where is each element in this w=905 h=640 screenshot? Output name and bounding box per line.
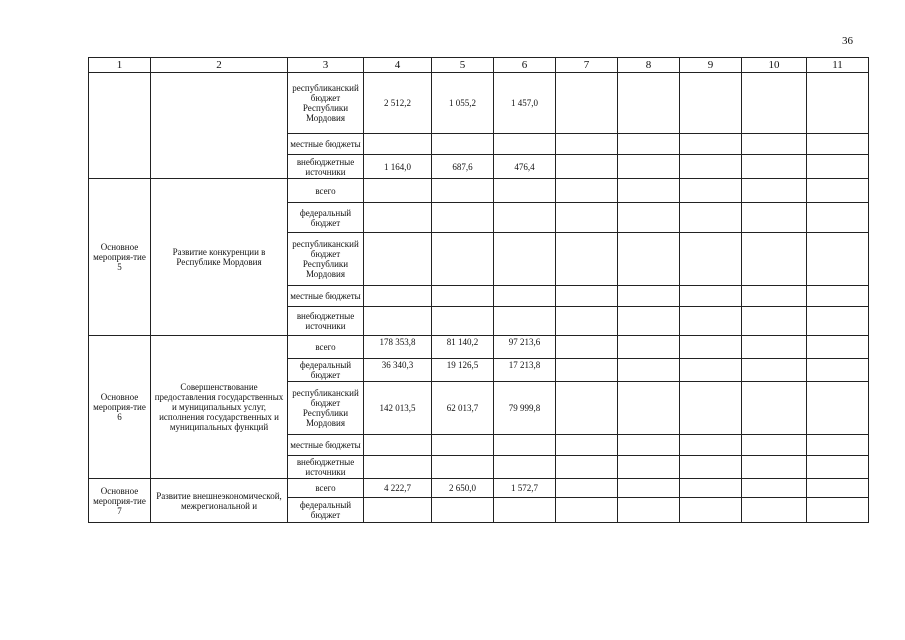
page-number: 36 [842,35,853,47]
value-cell [494,498,556,523]
value-cell: 1 164,0 [364,155,432,179]
table-row [89,73,869,134]
value-cell: 62 013,7 [432,382,494,435]
value-cell [556,203,618,233]
value-cell: 36 340,3 [364,359,432,382]
value-cell [364,498,432,523]
funding-source: федеральный бюджет [288,203,364,233]
value-cell: 687,6 [432,155,494,179]
value-cell: 2 650,0 [432,479,494,498]
value-cell [364,179,432,203]
value-cell [742,479,807,498]
value-cell [680,456,742,479]
value-cell: 81 140,2 [432,336,494,359]
funding-source: местные бюджеты [288,435,364,456]
value-cell [807,456,869,479]
value-cell [618,498,680,523]
value-cell [680,286,742,307]
value-cell [807,359,869,382]
value-cell [556,307,618,336]
value-cell [618,155,680,179]
value-cell [742,203,807,233]
value-cell [618,479,680,498]
value-cell [680,382,742,435]
value-cell [742,435,807,456]
column-header: 10 [742,58,807,73]
funding-source: федеральный бюджет [288,359,364,382]
value-cell [680,336,742,359]
value-cell: 19 126,5 [432,359,494,382]
value-cell [807,155,869,179]
value-cell [742,359,807,382]
column-header: 8 [618,58,680,73]
value-cell [742,233,807,286]
value-cell: 79 999,8 [494,382,556,435]
value-cell [364,286,432,307]
value-cell [432,435,494,456]
column-header: 4 [364,58,432,73]
value-cell: 1 457,0 [494,73,556,134]
value-cell [556,498,618,523]
funding-source: федеральный бюджет [288,498,364,523]
value-cell [742,336,807,359]
value-cell [807,336,869,359]
value-cell [494,307,556,336]
value-cell [494,456,556,479]
value-cell [364,203,432,233]
value-cell [807,203,869,233]
value-cell [494,134,556,155]
value-cell [618,435,680,456]
value-cell [364,456,432,479]
funding-source: всего [288,179,364,203]
value-cell [618,73,680,134]
value-cell [432,286,494,307]
value-cell [556,382,618,435]
funding-source: внебюджетные источники [288,307,364,336]
value-cell [556,456,618,479]
value-cell [432,203,494,233]
column-header: 3 [288,58,364,73]
value-cell: 17 213,8 [494,359,556,382]
measure-title: Развитие конкуренции в Республике Мордовия [151,179,288,336]
table-row [89,479,869,498]
value-cell: 142 013,5 [364,382,432,435]
value-cell [364,233,432,286]
value-cell [432,179,494,203]
funding-source: республиканский бюджет Республики Мордовия [288,382,364,435]
column-header: 5 [432,58,494,73]
funding-source: местные бюджеты [288,134,364,155]
value-cell [680,233,742,286]
value-cell [807,286,869,307]
value-cell [807,382,869,435]
value-cell [618,203,680,233]
value-cell [556,73,618,134]
value-cell [680,203,742,233]
value-cell [432,498,494,523]
value-cell [807,73,869,134]
value-cell [742,382,807,435]
measure-title-cell [151,73,288,179]
value-cell [742,498,807,523]
value-cell [618,134,680,155]
value-cell [807,435,869,456]
value-cell [807,179,869,203]
funding-source: республиканский бюджет Республики Мордовия [288,233,364,286]
value-cell [742,307,807,336]
value-cell [680,307,742,336]
value-cell [742,286,807,307]
value-cell [742,155,807,179]
value-cell [618,359,680,382]
value-cell [556,359,618,382]
financing-table [88,57,869,523]
value-cell: 97 213,6 [494,336,556,359]
value-cell [618,382,680,435]
value-cell [494,233,556,286]
column-header: 2 [151,58,288,73]
funding-source: местные бюджеты [288,286,364,307]
measure-code: Основное мероприя-тие 5 [89,179,151,336]
value-cell: 476,4 [494,155,556,179]
value-cell [618,286,680,307]
column-header: 9 [680,58,742,73]
value-cell [742,134,807,155]
value-cell [364,307,432,336]
column-header: 1 [89,58,151,73]
value-cell [556,233,618,286]
value-cell [556,134,618,155]
value-cell [618,336,680,359]
value-cell [680,435,742,456]
value-cell [742,456,807,479]
value-cell [432,233,494,286]
value-cell [618,179,680,203]
value-cell [807,498,869,523]
measure-code: Основное мероприя-тие 7 [89,479,151,523]
value-cell [364,435,432,456]
value-cell [618,233,680,286]
measure-title: Развитие внешнеэкономической, межрегиональной и [151,479,288,523]
value-cell [680,179,742,203]
funding-source: республиканский бюджет Республики Мордовия [288,73,364,134]
value-cell: 2 512,2 [364,73,432,134]
value-cell [494,286,556,307]
value-cell [618,456,680,479]
value-cell [680,479,742,498]
funding-source: внебюджетные источники [288,456,364,479]
table-row [89,336,869,359]
column-header: 11 [807,58,869,73]
value-cell [556,336,618,359]
value-cell [556,179,618,203]
measure-code: Основное мероприя-тие 6 [89,336,151,479]
value-cell [364,134,432,155]
value-cell [807,233,869,286]
measure-code-cell [89,73,151,179]
value-cell [618,307,680,336]
funding-source: всего [288,336,364,359]
value-cell [742,73,807,134]
value-cell [807,307,869,336]
value-cell: 178 353,8 [364,336,432,359]
value-cell [432,307,494,336]
value-cell [494,203,556,233]
value-cell [680,73,742,134]
funding-source: внебюджетные источники [288,155,364,179]
value-cell [556,435,618,456]
value-cell [556,155,618,179]
table-row [89,179,869,203]
value-cell [742,179,807,203]
value-cell [680,498,742,523]
value-cell [494,179,556,203]
value-cell: 1 572,7 [494,479,556,498]
value-cell [680,155,742,179]
measure-title: Совершенствование предоставления государственных и муниципальных услуг, исполнения государственных и муниципальных функций [151,336,288,479]
value-cell [432,134,494,155]
value-cell [680,359,742,382]
value-cell [556,479,618,498]
value-cell [807,134,869,155]
value-cell: 1 055,2 [432,73,494,134]
value-cell [556,286,618,307]
value-cell [432,456,494,479]
value-cell [494,435,556,456]
funding-source: всего [288,479,364,498]
column-header: 6 [494,58,556,73]
value-cell [807,479,869,498]
value-cell: 4 222,7 [364,479,432,498]
value-cell [680,134,742,155]
column-header: 7 [556,58,618,73]
table-header-row [89,58,869,73]
